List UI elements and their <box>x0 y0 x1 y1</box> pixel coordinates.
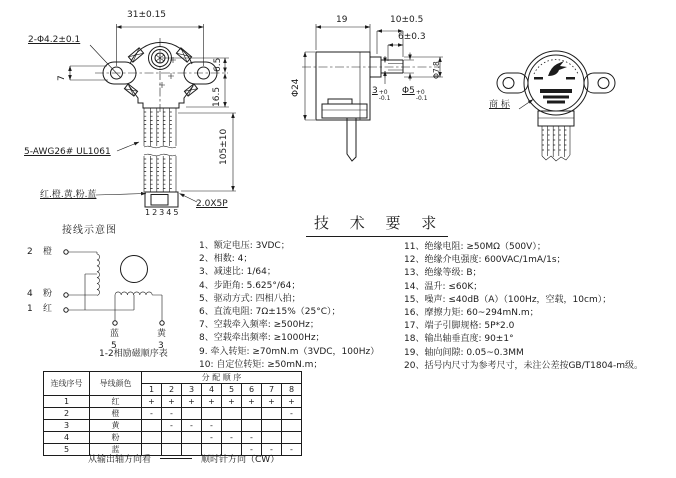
tech-item: 19、轴向间隙: 0.05~0.3MM <box>404 347 524 358</box>
cell-wire-color: 粉 <box>90 432 142 444</box>
dim-body-lower-label: 16.5 <box>212 86 222 107</box>
cell-sign: + <box>162 396 182 408</box>
cell-sign: - <box>142 408 162 420</box>
excitation-sequence-table <box>43 371 302 456</box>
connector-spec-label: 2.0X5P <box>196 199 228 209</box>
tech-item: 17、端子引脚规格: 5P*2.0 <box>404 321 515 332</box>
label-text-bar <box>540 89 572 93</box>
col-header-step: 7 <box>262 384 282 396</box>
cell-wire-color: 蓝 <box>90 444 142 456</box>
cell-sign <box>142 432 162 444</box>
cell-sign <box>282 432 302 444</box>
table-row <box>44 408 302 420</box>
cell-sign: + <box>262 396 282 408</box>
spec-item: 9. 牵入转矩: ≥70mN.m（3VDC，100Hz） <box>199 346 380 357</box>
cell-sign: + <box>202 396 222 408</box>
tech-item: 16、摩擦力矩: 60~294mN.m； <box>404 308 539 319</box>
terminal-5-color: 蓝 <box>110 329 120 339</box>
col-header-step: 4 <box>202 384 222 396</box>
rear-hole-left <box>503 78 514 89</box>
col-header-step: 1 <box>142 384 162 396</box>
cell-sign: + <box>142 396 162 408</box>
dim-boss-dia-label: Φ7.8 <box>432 61 441 79</box>
spec-item: 4、步距角: 5.625°/64； <box>199 280 301 291</box>
cell-sign: - <box>282 408 302 420</box>
spec-item: 5、驱动方式: 四相八拍； <box>199 293 301 304</box>
dim-body-dia-label: Φ24 <box>291 78 301 97</box>
terminal-4-color: 粉 <box>43 289 53 299</box>
spec-item: 1、额定电压: 3VDC； <box>199 241 290 251</box>
flat-nominal: 3 <box>372 86 378 96</box>
table-row <box>44 432 302 444</box>
tech-requirements-list <box>404 241 643 373</box>
cell-wire-no: 2 <box>44 408 90 420</box>
col-header-step: 8 <box>282 384 302 396</box>
tech-item: 15、噪声: ≤40dB（A）（100Hz，空载，10cm）； <box>404 294 612 305</box>
terminal-5 <box>113 321 117 325</box>
terminal-4 <box>64 293 68 297</box>
bird-logo <box>548 61 567 76</box>
rotor-symbol <box>121 256 148 283</box>
terminal-1-color: 红 <box>43 304 53 314</box>
cell-sign: + <box>222 396 242 408</box>
dim-lead-length-label: 105±10 <box>219 128 229 165</box>
tech-item: 11、绝缘电阻: ≥50MΩ（500V）； <box>404 242 546 252</box>
cell-sign: - <box>222 432 242 444</box>
cell-wire-no: 5 <box>44 444 90 456</box>
col-header-step: 5 <box>222 384 242 396</box>
col-header-sequence: 分 配 顺 序 <box>142 372 302 384</box>
dim-shaft-length-label: 10±0.5 <box>390 15 424 25</box>
cell-sign: - <box>262 444 282 456</box>
col-header-wire-color: 导线颜色 <box>90 372 142 396</box>
dim-shaft-dia-label <box>402 86 428 102</box>
footer-rotation-direction: 顺时针方向（CW） <box>201 455 280 465</box>
terminal-1 <box>64 308 68 312</box>
cell-wire-color: 黄 <box>90 420 142 432</box>
wiring-schematic <box>64 250 164 325</box>
front-view-drawing <box>70 24 236 207</box>
cell-sign <box>262 420 282 432</box>
cell-sign <box>142 420 162 432</box>
rear-view-drawing <box>497 51 615 161</box>
cell-sign <box>222 420 242 432</box>
spec-item: 10: 自定位转矩: ≥50mN.m； <box>199 359 323 370</box>
connector-pin-numbers: 12345 <box>145 208 181 217</box>
terminal-3-color: 黄 <box>157 329 167 339</box>
tech-item: 18、输出轴垂直度: 90±1° <box>404 334 514 345</box>
cell-sign <box>182 408 202 420</box>
terminal-2 <box>64 250 68 254</box>
cell-sign <box>282 420 302 432</box>
dim-body-depth-label: 19 <box>336 15 348 25</box>
cell-sign: - <box>202 432 222 444</box>
shaft-tol-upper: +0 <box>415 89 425 96</box>
terminal-2-color: 橙 <box>43 247 53 257</box>
cell-wire-no: 1 <box>44 396 90 408</box>
spec-item: 2、相数: 4； <box>199 254 253 265</box>
tech-item: 20、括号内尺寸为参考尺寸，未注公差按GB/T1804-m级。 <box>404 360 644 371</box>
cell-sign: - <box>282 444 302 456</box>
terminal-4-num: 4 <box>27 289 33 299</box>
wire-colors-leader <box>96 194 146 196</box>
wiring-caption: 1-2相励磁顺序表 <box>99 349 168 359</box>
cell-sign: - <box>162 420 182 432</box>
spec-item: 6、直流电阻: 7Ω±15%（25°C）； <box>199 307 341 318</box>
terminal-3 <box>160 321 164 325</box>
table-row <box>44 420 302 432</box>
cell-wire-no: 3 <box>44 420 90 432</box>
terminal-5-num: 5 <box>111 341 117 351</box>
cell-sign <box>262 408 282 420</box>
tech-requirements-title: 技 术 要 求 <box>306 212 448 237</box>
cell-sign: + <box>182 396 202 408</box>
tech-item: 14、温升: ≤60K； <box>404 281 483 292</box>
cell-sign: - <box>242 444 262 456</box>
cell-sign <box>222 408 242 420</box>
lead-wire-colors-label: 红.橙.黄.粉.蓝 <box>40 190 97 200</box>
terminal-2-num: 2 <box>27 247 33 257</box>
dim-hole-offset-label: 7 <box>57 75 67 81</box>
motor-body-rear <box>524 51 588 115</box>
spec-list <box>199 240 379 372</box>
dim-width-label: 31±0.15 <box>127 10 167 20</box>
cell-sign <box>242 420 262 432</box>
shaft-dia-nominal: Φ5 <box>402 86 415 96</box>
cell-sign: - <box>202 420 222 432</box>
cell-sign: + <box>282 396 302 408</box>
label-text-bar <box>547 101 565 104</box>
lead-wire-spec-label: 5-AWG26# UL1061 <box>24 147 111 157</box>
coil-a <box>97 254 99 295</box>
cell-sign: - <box>242 432 262 444</box>
cell-sign: - <box>162 408 182 420</box>
terminal-1-num: 1 <box>27 304 33 314</box>
cell-sign <box>162 432 182 444</box>
tech-item: 12、绝缘介电强度: 600VAC/1mA/1s； <box>404 255 566 266</box>
dim-mounting-holes-label: 2-Φ4.2±0.1 <box>28 35 81 45</box>
cell-wire-no: 4 <box>44 432 90 444</box>
spec-item: 8、空载牵出频率: ≥1000Hz； <box>199 333 325 344</box>
trademark-label: 商 标 <box>489 100 510 110</box>
col-header-wire-no: 连线序号 <box>44 372 90 396</box>
footer-view-direction: 从输出轴方向看 <box>88 455 152 465</box>
spec-item: 7、空载牵入频率: ≥500Hz； <box>199 320 319 331</box>
col-header-step: 2 <box>162 384 182 396</box>
label-text-bar <box>543 96 569 99</box>
col-header-step: 6 <box>242 384 262 396</box>
dim-flat-length-label: 6±0.3 <box>398 32 426 42</box>
tech-item: 13、绝缘等级: B； <box>404 268 482 279</box>
coil-b <box>115 292 152 295</box>
flat-tol-lower: -0.1 <box>378 95 391 102</box>
shaft-tol-lower: -0.1 <box>415 95 428 102</box>
table-row <box>44 396 302 408</box>
cell-sign: + <box>242 396 262 408</box>
connector-spec-leader <box>180 194 198 203</box>
flat-tol-upper: +0 <box>378 89 388 96</box>
wire-break-symbol <box>144 146 176 156</box>
wire-spec-leader <box>117 142 139 151</box>
terminal-3-num: 3 <box>158 341 164 351</box>
footer-divider-line <box>160 458 192 459</box>
cell-wire-color: 红 <box>90 396 142 408</box>
table-footer <box>88 452 279 465</box>
cell-sign <box>242 408 262 420</box>
cell-wire-color: 橙 <box>90 408 142 420</box>
dim-shaft-offset-label: 6.5 <box>213 57 223 72</box>
spec-item: 3、减速比: 1/64； <box>199 267 276 278</box>
col-header-step: 3 <box>182 384 202 396</box>
dim-flat-label <box>372 86 390 102</box>
cell-sign: - <box>182 420 202 432</box>
trademark-leader <box>519 100 533 110</box>
cell-sign <box>182 432 202 444</box>
cell-sign <box>202 408 222 420</box>
rear-hole-right <box>598 78 609 89</box>
cell-sign <box>262 432 282 444</box>
wiring-title: 接线示意图 <box>62 225 117 236</box>
